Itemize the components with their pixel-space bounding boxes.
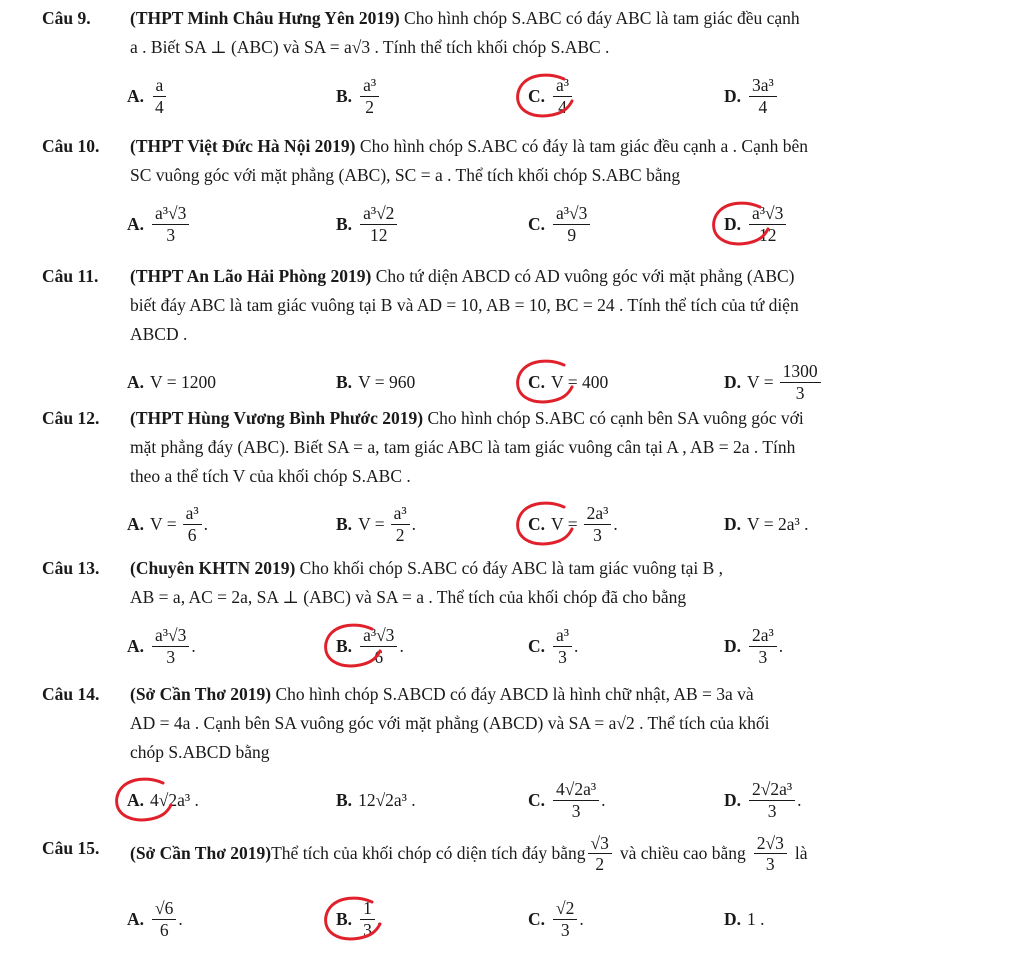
option-prefix: V = xyxy=(150,513,177,534)
option-value-fraction xyxy=(553,899,577,939)
question-text: Cho hình chóp S.ABCD có đáy ABCD là hình chữ nhật, AB = 3a và xyxy=(271,684,754,704)
question-text-line xyxy=(130,684,754,705)
fraction-numerator: 2√3 xyxy=(754,834,787,854)
option-label: C. xyxy=(528,908,546,929)
answer-option-b[interactable] xyxy=(336,775,416,825)
option-value: V = 400 xyxy=(551,371,609,392)
fraction-denominator: 3 xyxy=(558,646,567,667)
option-value-fraction xyxy=(749,76,777,116)
option-label: A. xyxy=(127,85,145,106)
question-text-line xyxy=(130,324,187,345)
fraction-numerator: a³ xyxy=(391,504,410,524)
fraction-numerator: a³√3 xyxy=(553,204,590,224)
option-value-fraction xyxy=(360,204,397,244)
question-text-line xyxy=(130,37,609,58)
option-label: A. xyxy=(127,789,145,810)
answer-option-a[interactable] xyxy=(127,775,199,825)
option-value-fraction xyxy=(749,626,777,666)
fraction-denominator: 3 xyxy=(571,800,581,821)
question-text-line xyxy=(130,834,807,874)
fraction-numerator: √3 xyxy=(588,834,612,854)
answer-option-a[interactable] xyxy=(127,499,208,549)
question-text-line xyxy=(130,587,686,608)
fraction-denominator: 3 xyxy=(363,919,372,940)
question-text-line xyxy=(130,437,795,458)
fraction-denominator: 3 xyxy=(795,382,805,403)
option-value-fraction xyxy=(391,504,410,544)
question-source: (Sở Cần Thơ 2019) xyxy=(130,684,272,704)
option-value-fraction xyxy=(749,780,795,820)
option-tail: . xyxy=(376,908,382,929)
question-text-line xyxy=(130,558,723,579)
option-label: D. xyxy=(724,635,742,656)
question-source: (Chuyên KHTN 2019) xyxy=(130,558,296,578)
option-value-fraction xyxy=(152,899,176,939)
fraction-denominator: 3 xyxy=(560,919,570,940)
option-label: D. xyxy=(724,908,742,929)
fraction-denominator: 4 xyxy=(558,96,567,117)
fraction-numerator: 3a³ xyxy=(749,76,777,96)
option-value-fraction xyxy=(360,899,375,939)
question-text: chóp S.ABCD bằng xyxy=(130,742,270,762)
option-tail: . xyxy=(399,635,404,656)
answer-option-a[interactable] xyxy=(127,71,169,121)
question-text: a . Biết SA ⊥ (ABC) và SA = a√3 . Tính thể tích khối chóp S.ABC . xyxy=(130,37,610,57)
answer-option-b[interactable] xyxy=(336,621,404,671)
fraction-numerator: a³√2 xyxy=(360,204,397,224)
fraction-numerator: a³ xyxy=(183,504,202,524)
answer-option-c[interactable] xyxy=(528,357,608,407)
question-source: (THPT Hùng Vương Bình Phước 2019) xyxy=(130,408,424,428)
fraction-denominator: 4 xyxy=(155,96,164,117)
question-text: là xyxy=(794,843,808,864)
question-text-line xyxy=(130,466,411,487)
fraction-numerator: 2a³ xyxy=(584,504,612,524)
option-value: 1 . xyxy=(747,908,765,929)
question-number: Câu 11. xyxy=(42,266,99,286)
option-label: B. xyxy=(336,371,353,392)
option-label: D. xyxy=(724,789,742,810)
answer-option-a[interactable] xyxy=(127,621,196,671)
question-text-line xyxy=(130,136,808,157)
answer-option-b[interactable] xyxy=(336,894,381,944)
fraction-numerator: √2 xyxy=(553,899,577,919)
option-label: C. xyxy=(528,371,546,392)
question-text-line xyxy=(130,266,795,287)
option-value: V = 1200 xyxy=(150,371,216,392)
option-label: C. xyxy=(528,85,546,106)
fraction-numerator: 1 xyxy=(360,899,375,919)
fraction-denominator: 2 xyxy=(595,854,605,875)
option-tail: . xyxy=(574,635,579,656)
option-label: D. xyxy=(724,213,742,234)
question-number: Câu 14. xyxy=(42,684,100,704)
question-text-line xyxy=(130,8,800,29)
option-label: A. xyxy=(127,513,145,534)
option-label: D. xyxy=(724,371,742,392)
option-tail: . xyxy=(579,908,584,929)
fraction-denominator: 3 xyxy=(765,854,775,875)
question-text: theo a thể tích V của khối chóp S.ABC . xyxy=(130,466,411,486)
fraction-denominator: 12 xyxy=(758,224,777,245)
answer-option-d[interactable] xyxy=(724,199,788,249)
question-text: AD = 4a . Cạnh bên SA vuông góc với mặt phẳng (ABCD) và SA = a√2 . Thể tích của khối xyxy=(130,713,770,733)
option-value-fraction xyxy=(553,780,599,820)
option-prefix: V = xyxy=(747,371,774,392)
question-text: ABCD . xyxy=(130,324,188,344)
question-source: (THPT Việt Đức Hà Nội 2019) xyxy=(130,136,356,156)
option-value-fraction xyxy=(553,204,590,244)
question-text-line xyxy=(130,165,680,186)
fraction-denominator: 4 xyxy=(758,96,768,117)
answer-option-a[interactable] xyxy=(127,894,183,944)
answer-option-d[interactable] xyxy=(724,621,783,671)
option-value-fraction xyxy=(780,362,821,402)
option-value: V = 2a³ . xyxy=(747,513,809,534)
fraction-numerator: 4√2a³ xyxy=(553,780,599,800)
question-text: Cho hình chóp S.ABC có đáy ABC là tam giác đều cạnh xyxy=(399,8,800,28)
option-label: C. xyxy=(528,213,546,234)
option-label: D. xyxy=(724,513,742,534)
option-label: B. xyxy=(336,635,353,656)
option-label: B. xyxy=(336,789,353,810)
option-label: B. xyxy=(336,908,353,929)
option-label: D. xyxy=(724,85,742,106)
option-label: C. xyxy=(528,789,546,810)
question-number: Câu 12. xyxy=(42,408,100,428)
fraction-numerator: √6 xyxy=(152,899,176,919)
fraction-denominator: 3 xyxy=(166,224,176,245)
question-number: Câu 13. xyxy=(42,558,100,578)
fraction-denominator: 6 xyxy=(159,919,169,940)
fraction-numerator: a³√3 xyxy=(152,204,189,224)
base-area-fraction xyxy=(588,834,612,874)
option-tail: . xyxy=(191,635,196,656)
question-text-line xyxy=(130,713,770,734)
fraction-denominator: 6 xyxy=(374,646,384,667)
question-text: Thể tích của khối chóp có diện tích đáy bằng xyxy=(271,843,586,864)
option-label: A. xyxy=(127,371,145,392)
question-text: Cho hình chóp S.ABC có đáy là tam giác đều cạnh a . Cạnh bên xyxy=(355,136,808,156)
option-value-fraction xyxy=(360,626,397,666)
option-label: C. xyxy=(528,513,546,534)
fraction-denominator: 2 xyxy=(395,524,405,545)
fraction-numerator: a³√3 xyxy=(152,626,189,646)
question-number: Câu 10. xyxy=(42,136,100,156)
option-label: C. xyxy=(528,635,546,656)
option-value-fraction xyxy=(183,504,202,544)
option-tail: . xyxy=(411,513,417,534)
option-value-fraction xyxy=(749,204,786,244)
question-text: SC vuông góc với mặt phẳng (ABC), SC = a . Thể tích khối chóp S.ABC bằng xyxy=(130,165,681,185)
answer-option-d[interactable] xyxy=(724,71,779,121)
answer-option-c[interactable] xyxy=(528,621,578,671)
option-value: 12√2a³ . xyxy=(358,789,416,810)
option-label: B. xyxy=(336,513,353,534)
option-tail: . xyxy=(613,513,618,534)
question-text-line xyxy=(130,408,804,429)
option-value-fraction xyxy=(152,204,189,244)
option-value-fraction xyxy=(152,76,167,116)
question-source: (THPT An Lão Hải Phòng 2019) xyxy=(130,266,372,286)
fraction-numerator: a³ xyxy=(553,626,572,646)
option-label: A. xyxy=(127,213,145,234)
option-tail: . xyxy=(203,513,208,534)
question-text-line xyxy=(130,742,270,763)
answer-option-a[interactable] xyxy=(127,199,191,249)
question-source: (THPT Minh Châu Hưng Yên 2019) xyxy=(130,8,400,28)
fraction-denominator: 3 xyxy=(767,800,777,821)
option-tail: . xyxy=(797,789,802,810)
answer-option-a[interactable] xyxy=(127,357,216,407)
answer-option-b[interactable] xyxy=(336,499,416,549)
fraction-numerator: 2a³ xyxy=(749,626,777,646)
fraction-numerator: a³√3 xyxy=(749,204,786,224)
answer-option-d[interactable] xyxy=(724,775,802,825)
fraction-numerator: a³ xyxy=(360,76,379,96)
answer-option-c[interactable] xyxy=(528,775,606,825)
answer-option-d[interactable] xyxy=(724,499,808,549)
option-prefix: V = xyxy=(551,513,578,534)
option-label: B. xyxy=(336,85,353,106)
option-label: A. xyxy=(127,635,145,656)
option-value: V = 960 xyxy=(358,371,416,392)
option-label: B. xyxy=(336,213,353,234)
question-text: Cho tứ diện ABCD có AD vuông góc với mặt phẳng (ABC) xyxy=(371,266,795,286)
option-tail: . xyxy=(778,635,784,656)
answer-option-c[interactable] xyxy=(528,894,584,944)
question-text: AB = a, AC = 2a, SA ⊥ (ABC) và SA = a . Thể tích của khối chóp đã cho bằng xyxy=(130,587,687,607)
height-fraction xyxy=(754,834,787,874)
fraction-denominator: 3 xyxy=(758,646,768,667)
question-text: Cho hình chóp S.ABC có cạnh bên SA vuông góc với xyxy=(423,408,804,428)
answer-option-d[interactable] xyxy=(724,357,823,407)
option-label: A. xyxy=(127,908,145,929)
answer-option-d[interactable] xyxy=(724,894,765,944)
option-tail: . xyxy=(178,908,183,929)
answer-option-b[interactable] xyxy=(336,357,415,407)
option-value: 4√2a³ . xyxy=(150,789,199,810)
fraction-denominator: 2 xyxy=(365,96,374,117)
fraction-denominator: 6 xyxy=(187,524,197,545)
answer-option-c[interactable] xyxy=(528,199,592,249)
option-tail: . xyxy=(601,789,606,810)
answer-option-c[interactable] xyxy=(528,71,574,121)
question-text: và chiều cao bằng xyxy=(619,843,746,864)
fraction-denominator: 3 xyxy=(166,646,176,667)
fraction-numerator: a xyxy=(153,76,167,96)
option-value-fraction xyxy=(584,504,612,544)
fraction-denominator: 12 xyxy=(370,224,388,245)
option-value-fraction xyxy=(360,76,379,116)
answer-option-c[interactable] xyxy=(528,499,618,549)
fraction-numerator: 2√2a³ xyxy=(749,780,795,800)
question-number: Câu 15. xyxy=(42,838,100,858)
answer-option-b[interactable] xyxy=(336,199,399,249)
fraction-numerator: a³ xyxy=(553,76,572,96)
answer-option-b[interactable] xyxy=(336,71,381,121)
fraction-numerator: 1300 xyxy=(780,362,821,382)
option-prefix: V = xyxy=(358,513,385,534)
fraction-denominator: 3 xyxy=(593,524,602,545)
fraction-numerator: a³√3 xyxy=(360,626,397,646)
option-value-fraction xyxy=(553,626,572,666)
question-text: Cho khối chóp S.ABC có đáy ABC là tam giác vuông tại B , xyxy=(295,558,724,578)
fraction-denominator: 9 xyxy=(567,224,577,245)
question-text-line xyxy=(130,295,799,316)
option-value-fraction xyxy=(152,626,189,666)
question-number: Câu 9. xyxy=(42,8,91,28)
question-text: mặt phẳng đáy (ABC). Biết SA = a, tam giác ABC là tam giác vuông cân tại A , AB = 2a . Tính xyxy=(130,437,796,457)
option-value-fraction xyxy=(553,76,572,116)
question-text: biết đáy ABC là tam giác vuông tại B và AD = 10, AB = 10, BC = 24 . Tính thể tích của tứ diện xyxy=(130,295,799,315)
question-source: (Sở Cần Thơ 2019) xyxy=(130,843,272,864)
